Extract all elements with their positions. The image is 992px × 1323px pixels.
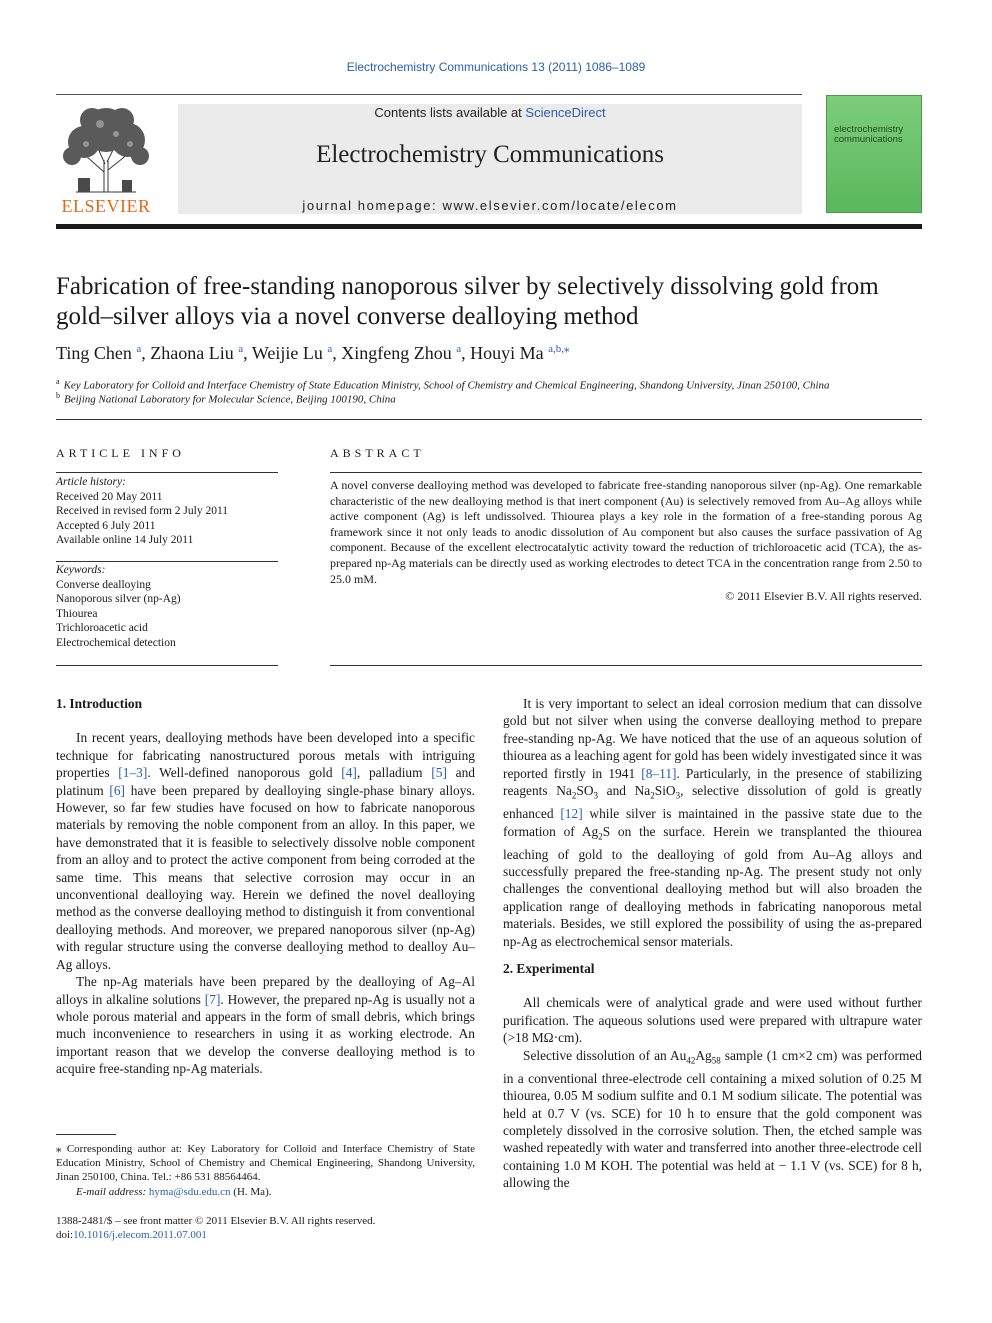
front-matter [56,1214,475,1242]
footnote-rule [56,1134,116,1135]
ref-link[interactable]: [8–11] [641,765,677,781]
intro-paragraph-2: The np-Ag materials have been prepared by the dealloying of Ag–Al alloys in alkaline solutions [7]. However, the prepared np-Ag is usually not a whole porous material and appears in the form of small debris, which brings much inconvenience to researchers in using it as working electrode. An important reason that we develop the converse dealloying method is to acquire free-standing np-Ag materials. [56,974,476,1077]
affiliation-b: $^b$ Beijing National Laboratory for Molecular Science, Beijing 100190, China [56,391,396,406]
abstract-text: A novel converse dealloying method was developed to fabricate free-standing nanoporous silver (np-Ag). One remarkable characteristic of the new dealloying method is that inert component (Au) is selectively removed from Au–Ag alloys while active component (Ag) is left undissolved. Thiourea plays a key role in the formation of a free-standing porous Ag framework since it not only leads to anodic dissolution of Au component but also causes the surface passivation of Ag component. Because of the excellent electrocatalytic activity toward the reduction of trichloroacetic acid (TCA), the as-prepared np-Ag materials can be directly used as working electrodes to detect TCA in the concentration range from 2.50 to 25.0 mM. [330,478,922,586]
divider [330,665,922,666]
history-item: Available online 14 July 2011 [56,534,194,546]
divider [56,561,278,562]
ref-link[interactable]: [5] [431,765,447,781]
keyword-item: Thiourea [56,607,98,620]
cover-title: electrochemistry communications [834,124,904,145]
history-label: Article history: [56,476,126,488]
header-rule [56,94,802,95]
intro-paragraph-3: It is very important to select an ideal corrosion medium that can dissolve gold but not silver when using the converse dealloying method to prepare free-standing np-Ag. We have noticed that the use of an aqueous solution of thiourea as a leaching agent for gold has been widely investigated since it was reported firstly in 1941 [8–11]. Particularly, in the presence of stabilizing reagents $Na_2SO_3$ and $Na_2SiO_3$, selective dissolution of gold is greatly enhanced [12] while silver is maintained in the passive state due to the formation of $Ag_2S$ on the surface. Herein we transplanted the thiourea leaching of gold to the dealloying of gold from Au–Ag alloys and successfully prepared the free-standing np-Ag. The present study not only challenges the conventional dealloying method but will also broaden the application range of dealloying methods in fabricating nanoporous metal materials. Besides, we still explored the possibility of using the as-prepared np-Ag as electrochemical sensor materials. [503,696,923,949]
author-affiliation-marker[interactable]: a [327,343,333,355]
history-item: Received 20 May 2011 [56,490,163,503]
keywords-label: Keywords: [56,564,106,576]
divider [330,472,922,473]
author-name[interactable]: Weijie Lu [251,343,328,363]
contents-line: Contents lists available at ScienceDirect [374,105,606,120]
journal-title: Electrochemistry Communications [316,141,664,168]
author-name[interactable]: Xingfeng Zhou [341,343,457,363]
affiliation-a: $^a$ Key Laboratory for Colloid and Interface Chemistry of State Education Ministry, School of Chemistry and Chemical Engineering, Shandong University, Jinan 250100, China [56,377,830,392]
ref-link[interactable]: [6] [109,782,126,798]
ref-link[interactable]: [4] [341,765,357,781]
corresponding-author-footnote: ⁎ Corresponding author at: Key Laboratory for Colloid and Interface Chemistry of State Education Ministry, School of Chemistry and Chemical Engineering, Shandong University, Jinan 250100, China. Tel.: +86 531 88564464. E-mail address: hyma@sdu.edu.cn (H. Ma). [56,1143,475,1198]
keyword-item: Nanoporous silver (np-Ag) [56,593,181,605]
journal-cover-thumbnail[interactable] [826,95,922,213]
keyword-item: Trichloroacetic acid [56,622,148,634]
author-name[interactable]: Ting Chen [56,343,137,363]
article-history [56,475,278,548]
experimental-paragraph-1: All chemicals were of analytical grade and were used without further purification. The aqueous solutions used were prepared with ultrapure water (>18 MΩ·cm). [503,995,922,1046]
body-column-left [56,695,475,1078]
author-name[interactable]: Zhaona Liu [150,343,239,363]
keyword-item: Electrochemical detection [56,636,176,649]
keywords [56,563,278,650]
ref-link[interactable]: [12] [560,806,583,822]
author-affiliation-marker[interactable]: a [456,343,462,355]
abstract-copyright: © 2011 Elsevier B.V. All rights reserved. [725,589,922,603]
email-link[interactable]: hyma@sdu.edu.cn [148,1185,231,1198]
divider [56,419,922,420]
journal-homepage[interactable]: journal homepage: www.elsevier.com/locate/elecom [302,198,678,213]
author-affiliation-marker[interactable]: a [238,343,244,355]
body-column-right [503,695,922,1192]
divider [56,472,278,473]
ref-link[interactable]: [1–3] [118,765,148,781]
divider [56,665,278,666]
paper-title: Fabrication of free-standing nanoporous silver by selectively dissolving gold from gold–silver alloys via a novel converse dealloying method [56,273,879,330]
author-name[interactable]: Houyi Ma [470,343,549,363]
ref-link[interactable]: [7] [204,991,221,1007]
history-item: Accepted 6 July 2011 [56,519,156,532]
journal-citation[interactable]: Electrochemistry Communications 13 (2011) 1086–1089 [346,60,646,74]
keyword-item: Converse dealloying [56,578,151,591]
header-thick-rule [56,224,922,229]
section-heading-introduction: 1. Introduction [56,696,143,711]
author-affiliation-marker[interactable]: a,b,⁎ [548,343,570,355]
experimental-paragraph-2: Selective dissolution of an $Au_{42}Ag_{58}$ sample (1 cm×2 cm) was performed in a conventional three-electrode cell containing a mixed solution of 0.25 M thiourea, 0.05 M sodium sulfite and 0.1 M sodium silicate. The potential was held at 0.7 V (vs. SCE) for 10 h to ensure that the gold component was completely dissolved in the corrosive solution. Then, the etched sample was washed repeatedly with water and transferred into another three-electrode cell containing 1.0 M KOH. The potential was held at − 1.1 V (vs. SCE) for 8 h, allowing the [503,1047,922,1191]
issn-line: 1388-2481/$ – see front matter © 2011 Elsevier B.V. All rights reserved. [56,1215,376,1227]
author-list: Ting Chen $^a$, Zhaona Liu $^a$, Weijie Lu $^a$, Xingfeng Zhou $^a$, Houyi Ma $^{a,b,⁎}$ [56,343,570,363]
author-affiliation-marker[interactable]: a [136,343,142,355]
sciencedirect-link[interactable]: ScienceDirect [525,105,606,120]
doi-link[interactable]: 10.1016/j.elecom.2011.07.001 [73,1229,207,1241]
intro-paragraph-1: In recent years, dealloying methods have been developed into a specific technique for fabricating nanostructured porous metals with intriguing properties [1–3]. Well-defined nanoporous gold [4], palladium [5] and platinum [6] have been prepared by dealloying single-phase binary alloys. However, so far few studies have focused on how to fabricate nanoporous materials by removing the noble component from an alloy. In this paper, we have demonstrated that it is feasible to selectively dissolve noble component from an alloy and to protect the active component from being corroded at the same time. This means that selective corrosion may occur in an unconventional dealloying way. Herein we defined the novel dealloying method as the converse dealloying method to distinguish it from conventional dealloying methods. And moreover, we prepared nanoporous silver (np-Ag) with regular structure using the converse dealloying method to dealloy Au–Ag alloys. [56,730,476,972]
abstract-heading: ABSTRACT [330,446,425,460]
section-heading-experimental: 2. Experimental [503,961,595,977]
history-item: Received in revised form 2 July 2011 [56,505,229,517]
publisher-name: ELSEVIER [61,196,151,216]
doi-line: doi:10.1016/j.elecom.2011.07.001 [56,1229,207,1241]
article-info-heading: ARTICLE INFO [56,446,185,460]
